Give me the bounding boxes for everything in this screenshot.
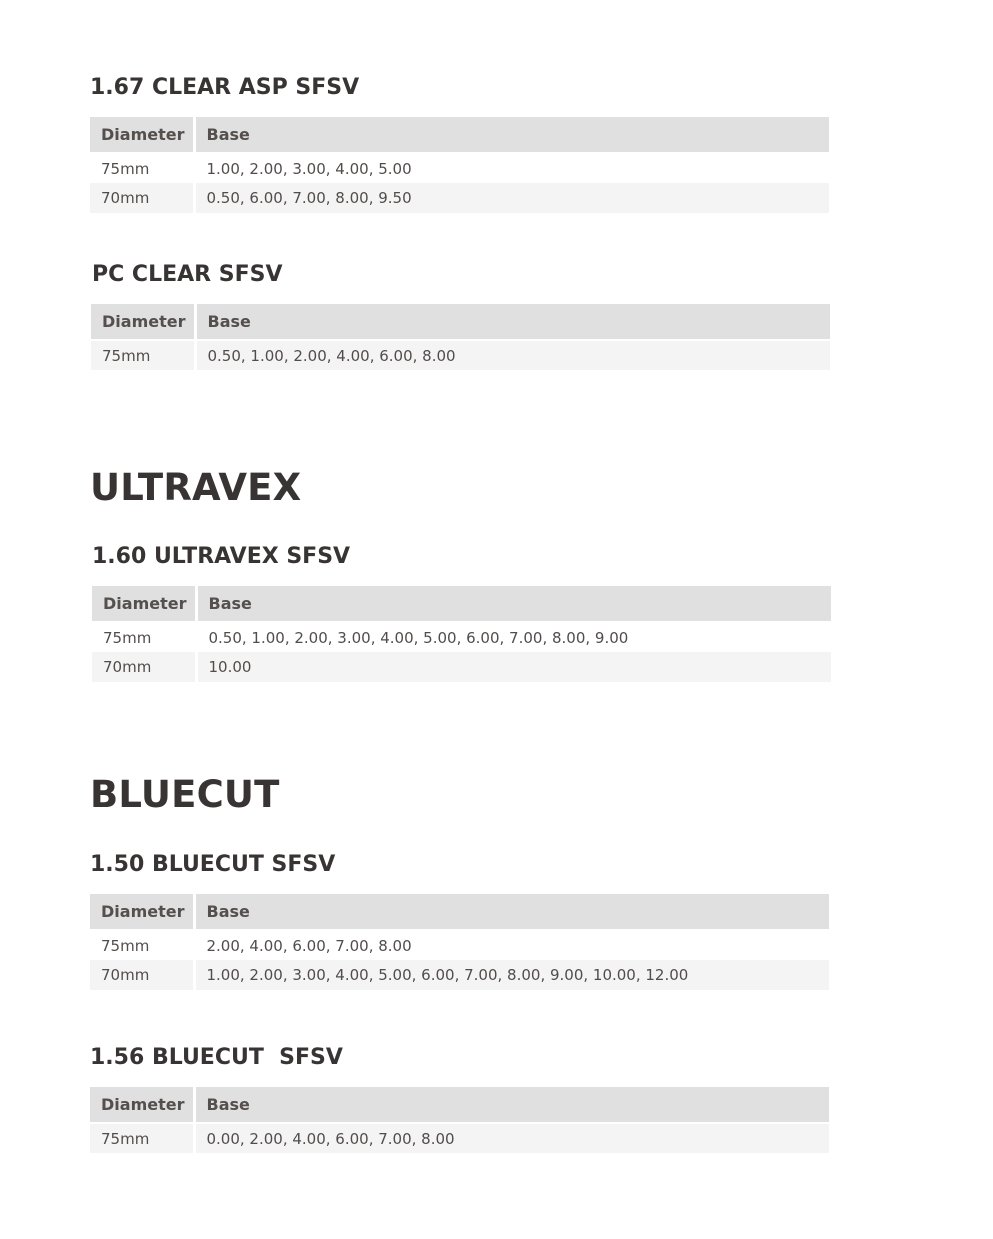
table-row <box>90 183 829 213</box>
column-header-diameter: Diameter <box>91 304 195 340</box>
table-header-row <box>90 1087 829 1123</box>
diameter-cell: 70mm <box>90 183 194 213</box>
column-header-base: Base <box>194 117 829 153</box>
column-header-diameter: Diameter <box>90 117 194 153</box>
section-title-150-bluecut: 1.50 BLUECUT SFSV <box>90 852 336 877</box>
table-row <box>90 960 829 990</box>
column-header-diameter: Diameter <box>92 586 196 622</box>
base-cell: 10.00 <box>196 652 831 682</box>
section-title-pc-clear: PC CLEAR SFSV <box>92 262 283 287</box>
column-header-diameter: Diameter <box>90 1087 194 1123</box>
base-cell: 0.50, 1.00, 2.00, 3.00, 4.00, 5.00, 6.00, 7.00, 8.00, 9.00 <box>196 622 831 652</box>
category-heading-ultravex: ULTRAVEX <box>90 466 302 509</box>
base-cell: 0.00, 2.00, 4.00, 6.00, 7.00, 8.00 <box>194 1123 829 1153</box>
table-row <box>90 1123 829 1153</box>
diameter-cell: 70mm <box>90 960 194 990</box>
table-header-row <box>92 586 831 622</box>
section-title-167-clear-asp: 1.67 CLEAR ASP SFSV <box>90 75 360 100</box>
diameter-cell: 75mm <box>92 622 196 652</box>
diameter-cell: 75mm <box>91 340 195 370</box>
table-header-row <box>90 117 829 153</box>
table-row <box>92 652 831 682</box>
base-cell: 1.00, 2.00, 3.00, 4.00, 5.00, 6.00, 7.00, 8.00, 9.00, 10.00, 12.00 <box>194 960 829 990</box>
category-heading-bluecut: BLUECUT <box>90 773 280 816</box>
section-title-156-bluecut: 1.56 BLUECUT SFSV <box>90 1045 343 1070</box>
spec-table-156-bluecut <box>90 1087 829 1153</box>
table-row <box>91 340 830 370</box>
table-header-row <box>90 894 829 930</box>
spec-table-167-clear-asp <box>90 117 829 213</box>
spec-table-pc-clear <box>91 304 830 370</box>
section-title-160-ultravex: 1.60 ULTRAVEX SFSV <box>92 544 351 569</box>
base-cell: 1.00, 2.00, 3.00, 4.00, 5.00 <box>194 153 829 183</box>
column-header-base: Base <box>194 1087 829 1123</box>
diameter-cell: 75mm <box>90 930 194 960</box>
spec-table-150-bluecut <box>90 894 829 990</box>
table-row <box>92 622 831 652</box>
table-row <box>90 930 829 960</box>
spec-table-160-ultravex <box>92 586 831 682</box>
diameter-cell: 70mm <box>92 652 196 682</box>
diameter-cell: 75mm <box>90 1123 194 1153</box>
base-cell: 2.00, 4.00, 6.00, 7.00, 8.00 <box>194 930 829 960</box>
column-header-base: Base <box>196 586 831 622</box>
base-cell: 0.50, 1.00, 2.00, 4.00, 6.00, 8.00 <box>195 340 830 370</box>
base-cell: 0.50, 6.00, 7.00, 8.00, 9.50 <box>194 183 829 213</box>
table-header-row <box>91 304 830 340</box>
diameter-cell: 75mm <box>90 153 194 183</box>
column-header-base: Base <box>195 304 830 340</box>
table-row <box>90 153 829 183</box>
column-header-diameter: Diameter <box>90 894 194 930</box>
column-header-base: Base <box>194 894 829 930</box>
